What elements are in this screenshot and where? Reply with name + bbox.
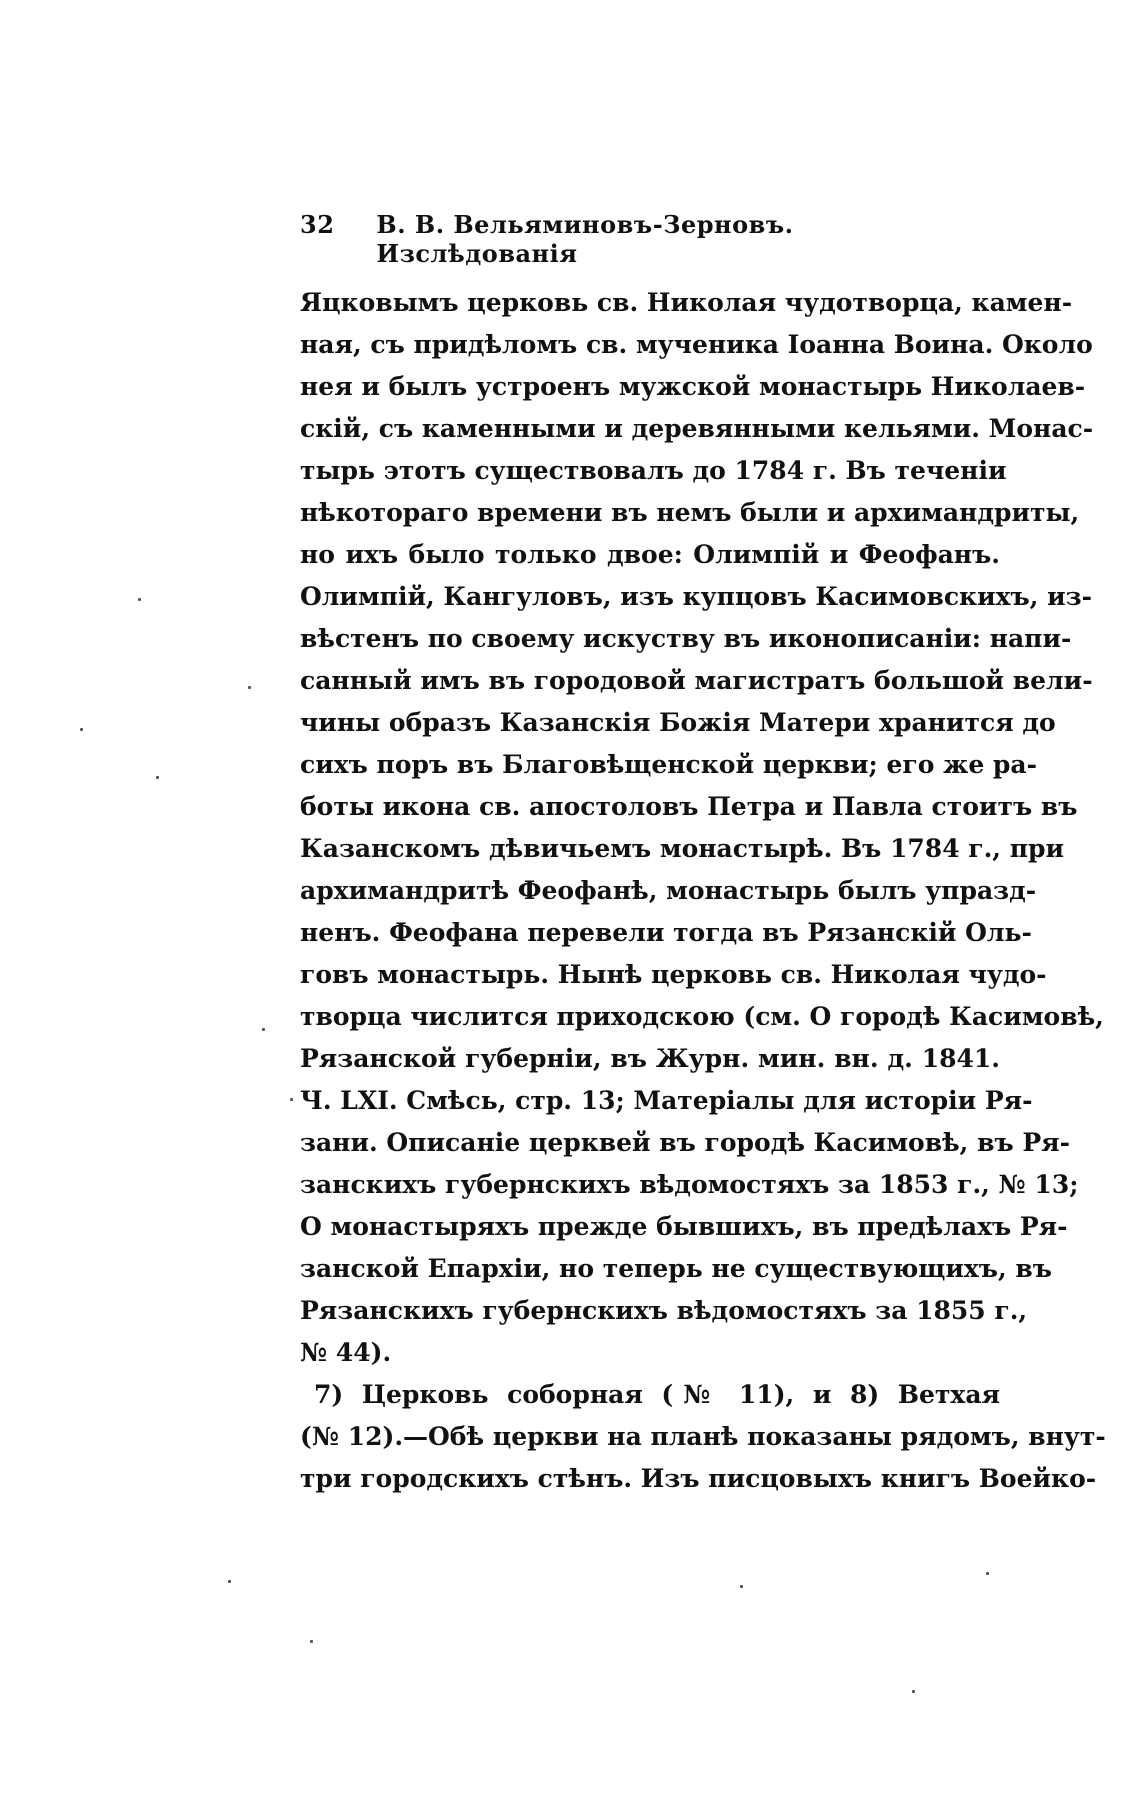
- text-line: вѣстенъ по своему искуству въ иконописаніи: напи-: [300, 624, 1072, 653]
- text-line: нея и былъ устроенъ мужской монастырь Николаев-: [300, 372, 1086, 401]
- text-line: О монастыряхъ прежде бывшихъ, въ предѣлахъ Ря-: [300, 1212, 1068, 1241]
- text-line: Казанскомъ дѣвичьемъ монастырѣ. Въ 1784 г., при: [300, 834, 1065, 863]
- text-line: зани. Описаніе церквей въ городѣ Касимовѣ, въ Ря-: [300, 1128, 1070, 1157]
- scan-speck: [290, 1098, 293, 1101]
- text-line: тырь этотъ существовалъ до 1784 г. Въ теченіи: [300, 456, 1007, 485]
- text-line: занской Епархіи, но теперь не существующихъ, въ: [300, 1254, 1052, 1283]
- scan-speck: [262, 1028, 265, 1031]
- text-line: 7) Церковь соборная (№ 11), и 8) Ветхая: [314, 1380, 1000, 1409]
- running-header: [300, 210, 1000, 268]
- text-line: три городскихъ стѣнъ. Изъ писцовыхъ книгъ Воейко-: [300, 1464, 1097, 1493]
- scan-speck: [740, 1585, 743, 1588]
- text-line: Яцковымъ церковь св. Николая чудотворца, камен-: [300, 288, 1073, 317]
- text-line: нѣкотораго времени въ немъ были и архимандриты,: [300, 498, 1080, 527]
- scan-speck: [986, 1572, 989, 1575]
- text-line: боты икона св. апостоловъ Петра и Павла стоитъ въ: [300, 792, 1078, 821]
- page-number: 32: [300, 210, 335, 239]
- text-line: № 44).: [300, 1338, 392, 1367]
- text-line: но ихъ было только двое: Олимпій и Феофанъ.: [300, 540, 1000, 569]
- text-line: чины образъ Казанскія Божія Матери хранится до: [300, 708, 1056, 737]
- scan-speck: [912, 1690, 915, 1693]
- scan-speck: [310, 1640, 313, 1643]
- scan-speck: [138, 598, 141, 601]
- text-line: санный имъ въ городовой магистратъ большой вели-: [300, 666, 1093, 695]
- text-line: архимандритѣ Феофанѣ, монастырь былъ упразд-: [300, 876, 1037, 905]
- text-line: ная, съ придѣломъ св. мученика Іоанна Воина. Около: [300, 330, 1093, 359]
- scan-speck: [80, 728, 83, 731]
- text-line: скій, съ каменными и деревянными кельями. Монас-: [300, 414, 1094, 443]
- text-line: (№ 12).—Обѣ церкви на планѣ показаны рядомъ, внут-: [300, 1422, 1106, 1451]
- text-line: говъ монастырь. Нынѣ церковь св. Николая чудо-: [300, 960, 1047, 989]
- body-text: [300, 282, 1106, 1500]
- text-line: Олимпій, Кангуловъ, изъ купцовъ Касимовскихъ, из-: [300, 582, 1093, 611]
- scan-speck: [228, 1580, 231, 1583]
- text-line: ненъ. Феофана перевели тогда въ Рязанскій Оль-: [300, 918, 1032, 947]
- scan-speck: [248, 686, 251, 689]
- text-line: Рязанскихъ губернскихъ вѣдомостяхъ за 1855 г.,: [300, 1296, 1028, 1325]
- running-title: В. В. Вельяминовъ-Зерновъ. Изслѣдованія: [376, 210, 794, 268]
- scan-speck: [156, 776, 159, 779]
- text-line: Ч. LXI. Смѣсь, стр. 13; Матеріалы для исторіи Ря-: [300, 1086, 1033, 1115]
- text-line: сихъ поръ въ Благовѣщенской церкви; его же ра-: [300, 750, 1037, 779]
- text-line: занскихъ губернскихъ вѣдомостяхъ за 1853 г., № 13;: [300, 1170, 1079, 1199]
- text-line: творца числится приходскою (см. О городѣ Касимовѣ,: [300, 1002, 1104, 1031]
- text-line: Рязанской губерніи, въ Журн. мин. вн. д. 1841.: [300, 1044, 1000, 1073]
